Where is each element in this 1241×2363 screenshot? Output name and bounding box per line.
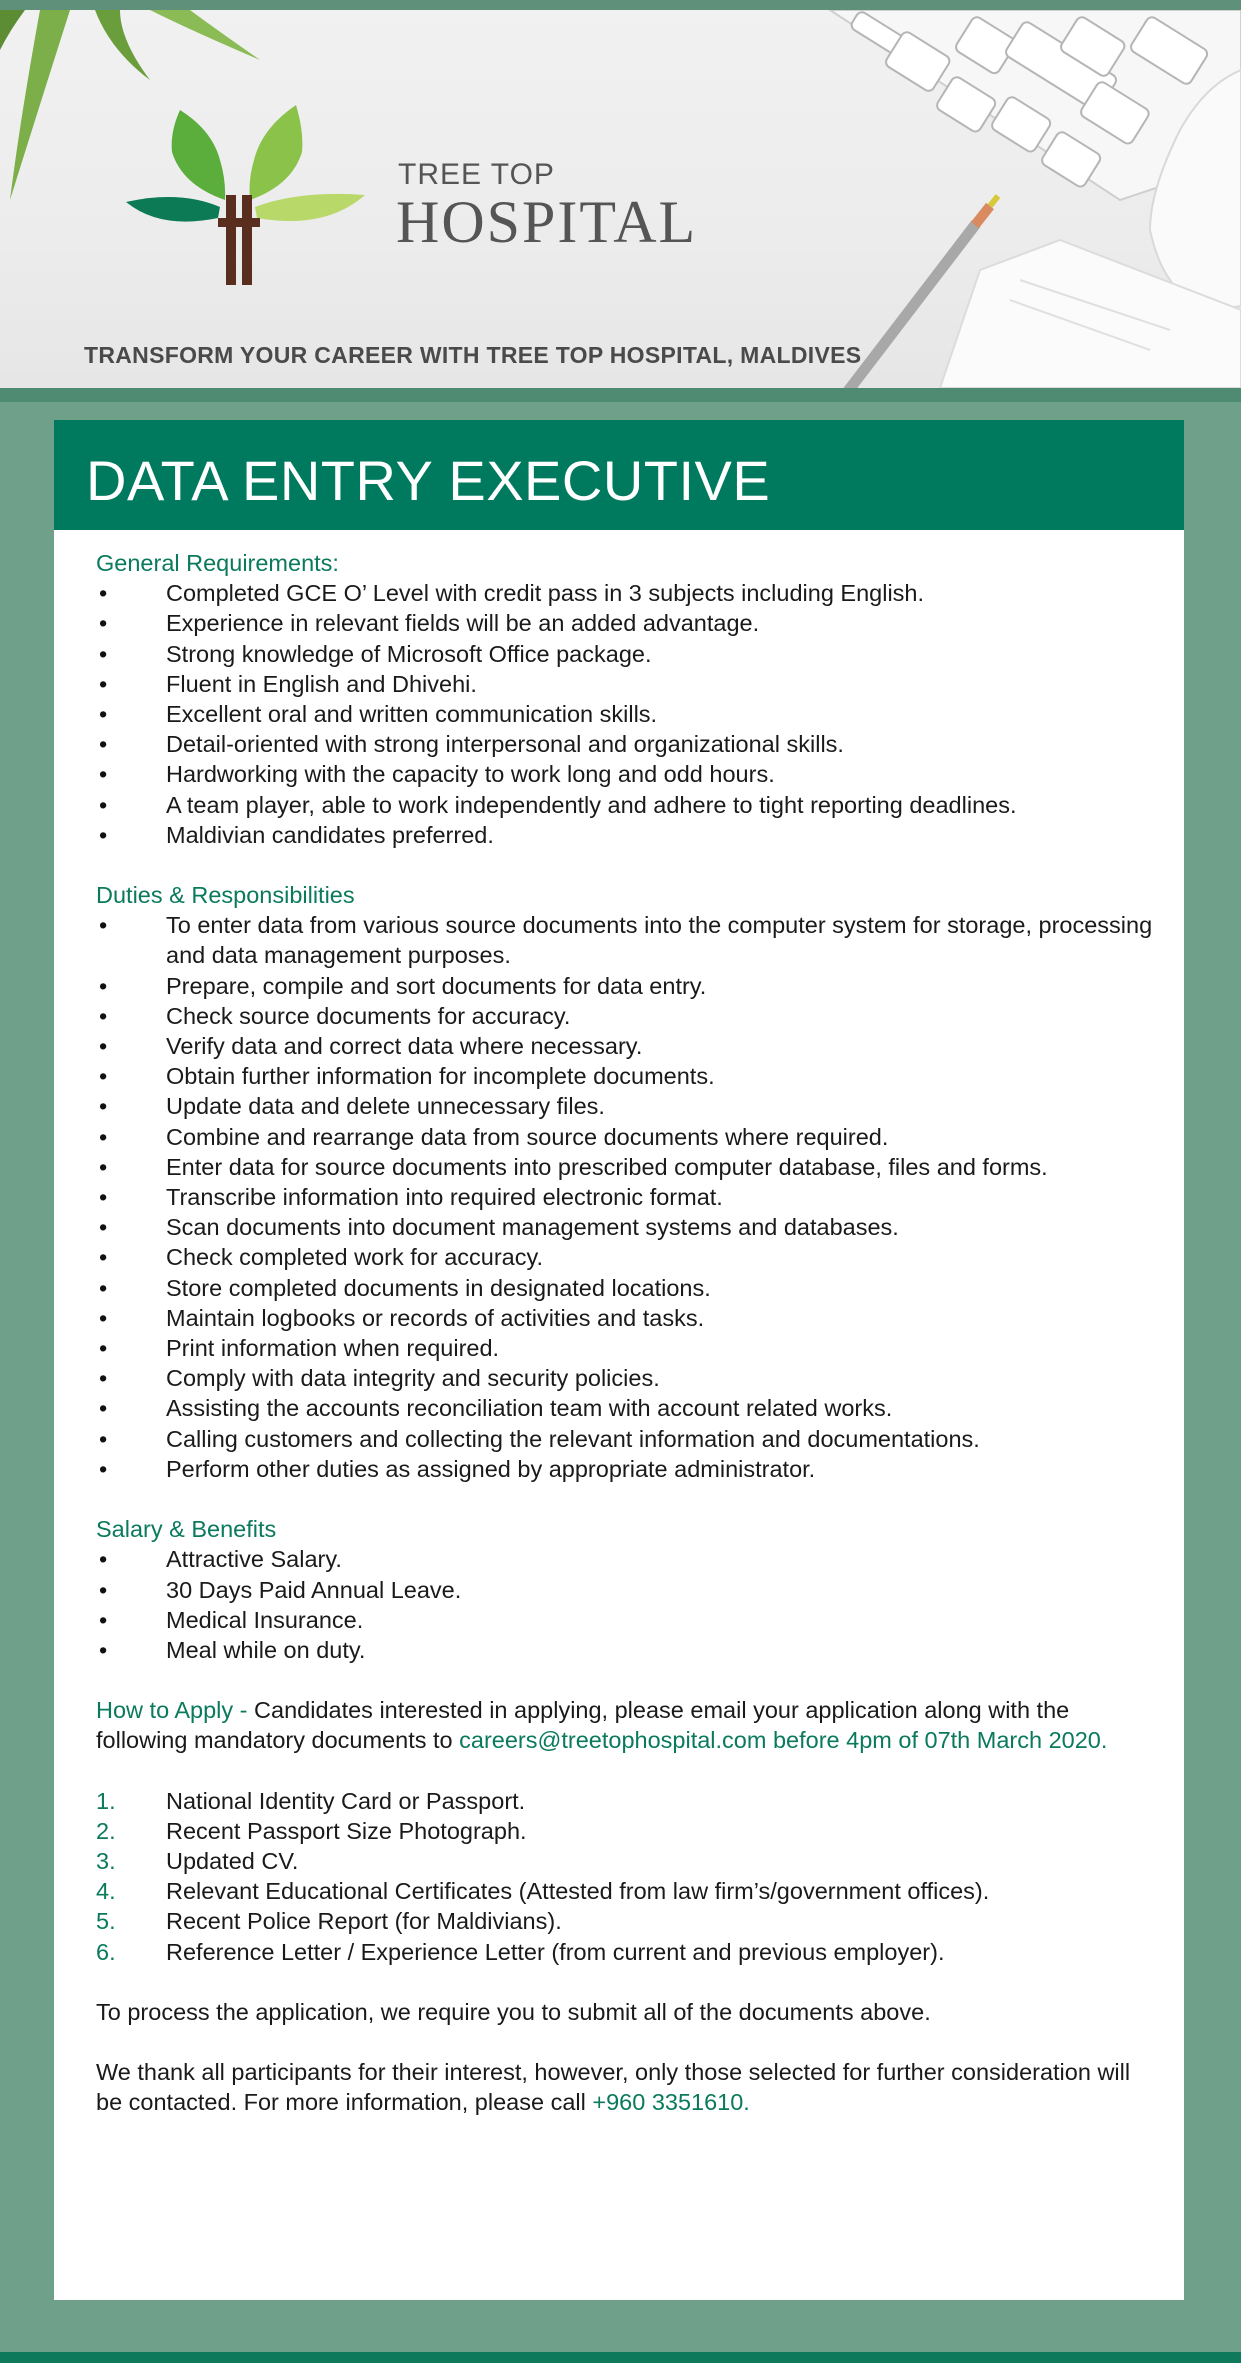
requirement-item-text: Excellent oral and written communication skills. [166, 701, 658, 728]
duty-item-text: To enter data from various source documents into the computer system for storage, processing and data management purposes. [166, 912, 1153, 969]
duty-item [96, 1242, 1156, 1272]
duty-item [96, 1031, 1156, 1061]
apply-deadline: before 4pm of 07th March 2020. [766, 1727, 1108, 1754]
requirement-item [96, 759, 1156, 789]
requirement-item [96, 669, 1156, 699]
tree-logo-icon [120, 90, 380, 290]
general-requirements-list [96, 578, 1156, 850]
duty-item-text: Assisting the accounts reconciliation team with account related works. [166, 1395, 893, 1422]
bullet-icon: • [99, 821, 108, 848]
document-number: 2. [96, 1817, 116, 1844]
duty-item-text: Calling customers and collecting the relevant information and documentations. [166, 1425, 980, 1452]
header-banner [0, 10, 1241, 388]
duty-item [96, 910, 1156, 970]
benefit-item-text: Medical Insurance. [166, 1606, 364, 1633]
header-divider [0, 388, 1241, 402]
requirement-item [96, 790, 1156, 820]
job-details [96, 548, 1156, 2117]
job-title: DATA ENTRY EXECUTIVE [86, 449, 771, 512]
bullet-icon: • [99, 1244, 108, 1271]
apply-email-link[interactable]: careers@treetophospital.com [459, 1727, 767, 1754]
benefit-item [96, 1635, 1156, 1665]
bullet-icon: • [99, 1033, 108, 1060]
duty-item-text: Enter data for source documents into prescribed computer database, files and forms. [166, 1153, 1048, 1180]
duty-item-text: Maintain logbooks or records of activities and tasks. [166, 1304, 705, 1331]
bullet-icon: • [99, 1214, 108, 1241]
bullet-icon: • [99, 731, 108, 758]
document-text: Updated CV. [166, 1847, 299, 1874]
duty-item [96, 971, 1156, 1001]
document-text: Recent Police Report (for Maldivians). [166, 1908, 562, 1935]
bullet-icon: • [99, 912, 108, 939]
document-item [96, 1937, 1156, 1967]
document-number: 6. [96, 1938, 116, 1965]
bullet-icon: • [99, 791, 108, 818]
document-text: Recent Passport Size Photograph. [166, 1817, 527, 1844]
how-to-apply-text: Candidates interested in applying, please email your application along with the following mandatory documents to [96, 1697, 1070, 1754]
job-posting-card [54, 420, 1184, 2300]
requirement-item-text: Fluent in English and Dhivehi. [166, 670, 477, 697]
document-item [96, 1786, 1156, 1816]
brand-name-top: TREE TOP [398, 158, 555, 191]
bullet-icon: • [99, 1606, 108, 1633]
benefit-item [96, 1605, 1156, 1635]
bullet-icon: • [99, 610, 108, 637]
duty-item-text: Scan documents into document management systems and databases. [166, 1214, 899, 1241]
bullet-icon: • [99, 761, 108, 788]
duty-item-text: Store completed documents in designated locations. [166, 1274, 711, 1301]
benefit-item-text: Meal while on duty. [166, 1636, 366, 1663]
requirement-item [96, 639, 1156, 669]
salary-heading: Salary & Benefits [96, 1516, 277, 1543]
document-number: 1. [96, 1787, 116, 1814]
duty-item [96, 1424, 1156, 1454]
duty-item [96, 1333, 1156, 1363]
bullet-icon: • [99, 1093, 108, 1120]
spacer [96, 1665, 1156, 1695]
requirement-item [96, 820, 1156, 850]
bullet-icon: • [99, 580, 108, 607]
duty-item [96, 1303, 1156, 1333]
spacer [96, 1484, 1156, 1514]
duty-item [96, 1182, 1156, 1212]
bullet-icon: • [99, 1365, 108, 1392]
bottom-border [0, 2352, 1241, 2363]
benefit-item-text: Attractive Salary. [166, 1546, 342, 1573]
duty-item [96, 1152, 1156, 1182]
how-to-apply-label: How to Apply - [96, 1697, 255, 1724]
duty-item [96, 1212, 1156, 1242]
requirement-item-text: Detail-oriented with strong interpersonal and organizational skills. [166, 731, 844, 758]
requirement-item-text: A team player, able to work independently and adhere to tight reporting deadlines. [166, 791, 1017, 818]
bullet-icon: • [99, 1123, 108, 1150]
bullet-icon: • [99, 701, 108, 728]
spacer [96, 1756, 1156, 1786]
document-item [96, 1816, 1156, 1846]
requirement-item-text: Experience in relevant fields will be an added advantage. [166, 610, 760, 637]
bullet-icon: • [99, 1304, 108, 1331]
requirement-item-text: Completed GCE O’ Level with credit pass in 3 subjects including English. [166, 580, 925, 607]
duty-item [96, 1454, 1156, 1484]
document-text: Reference Letter / Experience Letter (from current and previous employer). [166, 1938, 945, 1965]
bullet-icon: • [99, 1063, 108, 1090]
closing-text: We thank all participants for their interest, however, only those selected for further consideration will be contacted. For more information, please call [96, 2058, 1131, 2116]
duty-item-text: Verify data and correct data where necessary. [166, 1033, 643, 1060]
duty-item-text: Comply with data integrity and security policies. [166, 1365, 660, 1392]
required-documents-list [96, 1786, 1156, 1967]
bullet-icon: • [99, 1425, 108, 1452]
process-note: To process the application, we require you to submit all of the documents above. [96, 1998, 931, 2025]
benefit-item [96, 1544, 1156, 1574]
document-number: 5. [96, 1908, 116, 1935]
duty-item [96, 1001, 1156, 1031]
bullet-icon: • [99, 1002, 108, 1029]
title-bar [54, 420, 1184, 530]
document-number: 4. [96, 1878, 116, 1905]
duty-item-text: Update data and delete unnecessary files. [166, 1093, 605, 1120]
bullet-icon: • [99, 1335, 108, 1362]
brand-name-main: HOSPITAL [396, 189, 698, 255]
requirement-item-text: Maldivian candidates preferred. [166, 821, 494, 848]
spacer [96, 2027, 1156, 2057]
duty-item-text: Transcribe information into required electronic format. [166, 1184, 723, 1211]
duty-item [96, 1363, 1156, 1393]
bullet-icon: • [99, 1576, 108, 1603]
requirement-item-text: Strong knowledge of Microsoft Office package. [166, 640, 652, 667]
duty-item [96, 1273, 1156, 1303]
requirement-item [96, 729, 1156, 759]
duties-list [96, 910, 1156, 1484]
bullet-icon: • [99, 1153, 108, 1180]
requirement-item-text: Hardworking with the capacity to work long and odd hours. [166, 761, 775, 788]
bullet-icon: • [99, 1636, 108, 1663]
bullet-icon: • [99, 1546, 108, 1573]
duty-item [96, 1061, 1156, 1091]
duty-item-text: Check completed work for accuracy. [166, 1244, 544, 1271]
document-item [96, 1906, 1156, 1936]
document-text: National Identity Card or Passport. [166, 1787, 526, 1814]
document-number: 3. [96, 1847, 116, 1874]
contact-phone[interactable]: +960 3351610. [592, 2089, 750, 2116]
salary-benefits-list [96, 1544, 1156, 1665]
bullet-icon: • [99, 972, 108, 999]
duty-item-text: Prepare, compile and sort documents for data entry. [166, 972, 707, 999]
general-requirements-heading: General Requirements: [96, 550, 339, 576]
document-item [96, 1846, 1156, 1876]
duty-item-text: Print information when required. [166, 1335, 500, 1362]
bullet-icon: • [99, 1395, 108, 1422]
spacer [96, 850, 1156, 880]
duties-heading: Duties & Responsibilities [96, 882, 355, 909]
bullet-icon: • [99, 1274, 108, 1301]
requirement-item [96, 578, 1156, 608]
bullet-icon: • [99, 1455, 108, 1482]
requirement-item [96, 608, 1156, 638]
how-to-apply-paragraph [96, 1695, 1156, 1755]
duty-item [96, 1091, 1156, 1121]
duty-item-text: Combine and rearrange data from source documents where required. [166, 1123, 889, 1150]
requirement-item [96, 699, 1156, 729]
benefit-item [96, 1575, 1156, 1605]
document-text: Relevant Educational Certificates (Attested from law firm’s/government offices). [166, 1878, 990, 1905]
bullet-icon: • [99, 1184, 108, 1211]
document-item [96, 1876, 1156, 1906]
top-border [0, 0, 1241, 10]
spacer [96, 1967, 1156, 1997]
benefit-item-text: 30 Days Paid Annual Leave. [166, 1576, 462, 1603]
duty-item [96, 1122, 1156, 1152]
closing-paragraph [96, 2057, 1156, 2117]
bullet-icon: • [99, 670, 108, 697]
duty-item-text: Check source documents for accuracy. [166, 1002, 571, 1029]
duty-item-text: Perform other duties as assigned by appropriate administrator. [166, 1455, 816, 1482]
duty-item-text: Obtain further information for incomplete documents. [166, 1063, 715, 1090]
header-tagline: TRANSFORM YOUR CAREER WITH TREE TOP HOSPITAL, MALDIVES [84, 342, 862, 368]
bullet-icon: • [99, 640, 108, 667]
duty-item [96, 1393, 1156, 1423]
